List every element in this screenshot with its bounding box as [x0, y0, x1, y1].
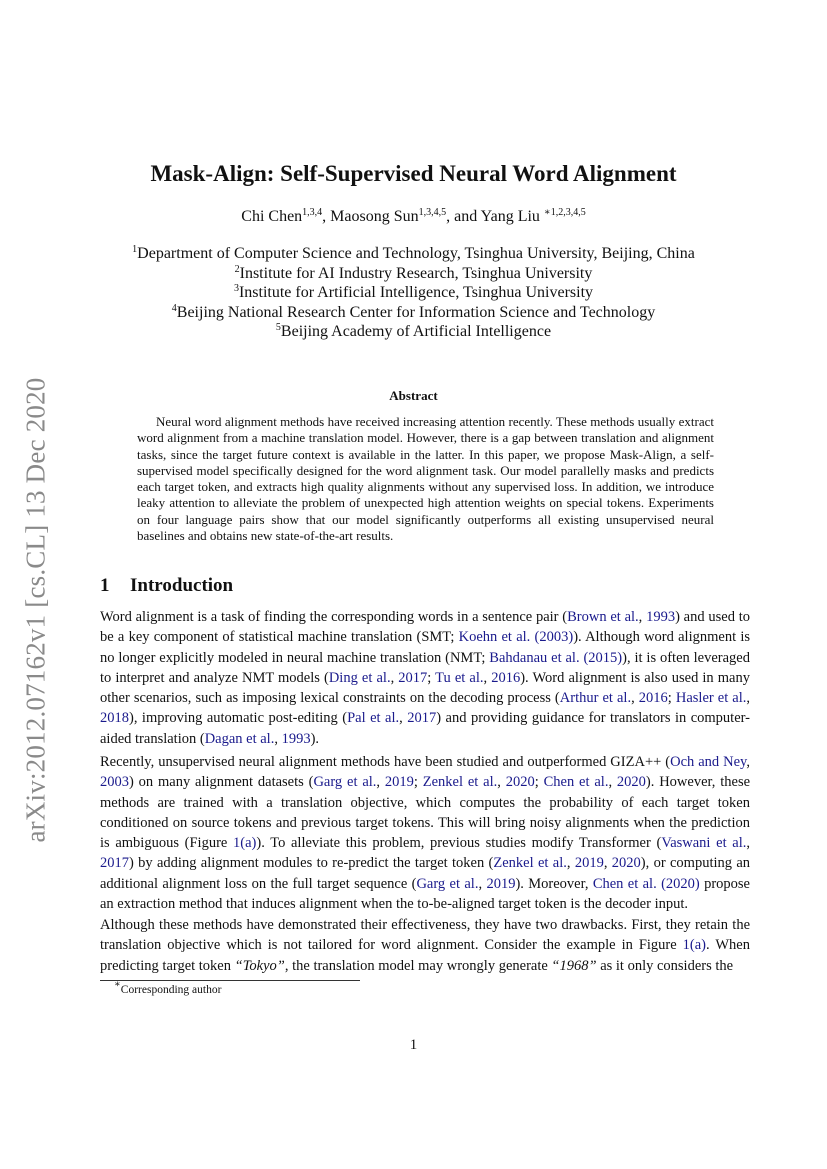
- citation-link[interactable]: Ding et al.: [328, 669, 391, 686]
- affiliation-sup: 2: [234, 263, 240, 275]
- citation-link[interactable]: (2003): [534, 629, 574, 646]
- abstract-body: Neural word alignment methods have received increasing attention recently. These methods usually extract word alignment from a machine translation model. However, there is a gap between translation and alignment tasks, since the target future context is available in the latter. In this paper, we propose Mask-Align, a self-supervised model specifically designed for the word alignment task. Our model parallelly masks and predicts each target token, and extracts high quality alignments without any supervised loss. In addition, we introduce leaky attention to alleviate the problem of unexpected high attention weights on special tokens. Experiments on four language pairs show that our model significantly outperforms all existing unsupervised neural baselines and obtains new state-of-the-art results.: [137, 414, 714, 544]
- citation-link[interactable]: Arthur et al.: [559, 690, 632, 707]
- citation-link[interactable]: Chen et al.: [592, 875, 657, 892]
- arxiv-stamp: [18, 360, 54, 860]
- affiliation-line: [0, 322, 827, 342]
- citation-link[interactable]: Bahdanau et al.: [489, 649, 580, 666]
- citation-link[interactable]: 2019: [384, 774, 414, 791]
- affiliation-line: [0, 283, 827, 303]
- page-number: 1: [409, 1037, 418, 1053]
- affiliations: [0, 244, 827, 342]
- paragraph: Word alignment is a task of finding the corresponding words in a sentence pair (Brown et al., 1993) and used to be a key component of statistical machine translation (SMT; Koehn et al. (2003)). Although word alignment is no longer explicitly modeled in neural machine translation (NMT; Bahdanau et al. (2015)), it is often leveraged to interpret and analyze NMT models (Ding et al., 2017; Tu et al., 2016). Word alignment is also used in many other scenarios, such as imposing lexical constraints on the decoding process (Arthur et al., 2016; Hasler et al., 2018), improving automatic post-editing (Pal et al., 2017) and providing guidance for translators in computer-aided translation (Dagan et al., 1993).: [100, 609, 751, 747]
- footnote-rule: [100, 980, 360, 981]
- citation-link[interactable]: 2016: [638, 690, 668, 707]
- paragraph: Although these methods have demonstrated their effectiveness, they have two drawbacks. First, they retain the translation objective which is not tailored for word alignment. Consider the example in Figure 1(a). When predicting target token “Tokyo”, the translation model may wrongly generate “1968” as it only considers the: [100, 917, 750, 974]
- citation-link[interactable]: 1(a): [233, 835, 257, 852]
- citation-link[interactable]: 1(a): [682, 937, 707, 954]
- citation-link[interactable]: (2015): [583, 649, 623, 666]
- affiliation-line: [0, 264, 827, 284]
- author-sup: 1,3,4: [302, 207, 323, 218]
- arxiv-stamp-text: arXiv:2012.07162v1 [cs.CL] 13 Dec 2020: [20, 377, 51, 843]
- citation-link[interactable]: 2019: [574, 855, 604, 872]
- section-number: 1: [100, 575, 110, 596]
- citation-link[interactable]: Tu et al.: [435, 669, 484, 686]
- affiliation-sup: 5: [275, 322, 281, 333]
- citation-link[interactable]: 2003: [100, 774, 129, 791]
- author-sup: ∗1,2,3,4,5: [543, 207, 586, 218]
- citation-link[interactable]: 2018: [100, 710, 129, 727]
- affiliation-text: Beijing National Research Center for Information Science and Technology: [176, 303, 656, 321]
- affiliation-text: Institute for AI Industry Research, Tsinghua University: [239, 264, 593, 282]
- section-title: Introduction: [130, 575, 234, 596]
- footnote: [114, 979, 222, 996]
- section-heading: [100, 575, 233, 597]
- italic-term: “Tokyo”: [234, 957, 285, 974]
- affiliation-sup: 3: [233, 283, 239, 294]
- paragraph: Recently, unsupervised neural alignment methods have been studied and outperformed GIZA++ (Och and Ney, 2003) on many alignment datasets (Garg et al., 2019; Zenkel et al., 2020; Chen et al., 2020). However, these methods are trained with a translation objective, which computes the probability of each target token conditioned on source tokens and previous target tokens. This will bring noisy alignments when the prediction is ambiguous (Figure 1(a)). To alleviate this problem, previous studies modify Transformer (Vaswani et al., 2017) by adding alignment modules to re-predict the target token (Zenkel et al., 2019, 2020), or computing an additional alignment loss on the full target sequence (Garg et al., 2019). Moreover, Chen et al. (2020) propose an extraction method that induces alignment when the to-be-aligned target token is the decoder input.: [100, 754, 751, 913]
- affiliation-line: [0, 244, 827, 264]
- affiliation-text: Department of Computer Science and Technology, Tsinghua University, Beijing, China: [137, 245, 695, 262]
- abstract-heading: Abstract: [389, 388, 438, 403]
- citation-link[interactable]: Chen et al.: [543, 774, 609, 791]
- author-name: Yang Liu: [480, 208, 540, 225]
- citation-link[interactable]: 2017: [407, 710, 437, 727]
- affiliation-sup: 4: [171, 302, 177, 314]
- citation-link[interactable]: (2020): [661, 875, 700, 892]
- footnote-mark: ∗: [114, 979, 121, 990]
- affiliation-text: Institute for Artificial Intelligence, Tsinghua University: [238, 284, 594, 301]
- footnote-text: Corresponding author: [120, 984, 222, 996]
- affiliation-text: Beijing Academy of Artificial Intelligence: [280, 323, 552, 340]
- citation-link[interactable]: 2020: [505, 774, 535, 791]
- citation-link[interactable]: Och and Ney: [670, 754, 747, 770]
- citation-link[interactable]: Hasler et al.: [675, 690, 747, 707]
- citation-link[interactable]: Koehn et al.: [458, 629, 531, 646]
- citation-link[interactable]: 2020: [611, 855, 641, 872]
- citation-link[interactable]: 2020: [616, 774, 646, 791]
- citation-link[interactable]: Pal et al.: [347, 710, 400, 727]
- author-separator: ,: [322, 208, 331, 225]
- citation-link[interactable]: Zenkel et al.: [493, 855, 567, 872]
- citation-link[interactable]: Garg et al.: [313, 774, 377, 791]
- author-separator: , and: [446, 208, 481, 225]
- citation-link[interactable]: Vaswani et al.: [661, 835, 747, 852]
- italic-term: “1968”: [551, 957, 597, 974]
- author-name: Maosong Sun: [330, 208, 419, 225]
- citation-link[interactable]: 2017: [398, 669, 428, 686]
- citation-link[interactable]: Brown et al.: [567, 609, 639, 625]
- citation-link[interactable]: Dagan et al.: [204, 730, 275, 747]
- affiliation-sup: 1: [132, 244, 138, 255]
- citation-link[interactable]: 1993: [646, 609, 676, 625]
- citation-link[interactable]: 2017: [100, 855, 129, 872]
- author-sup: 1,3,4,5: [418, 207, 447, 218]
- affiliation-line: [0, 303, 827, 323]
- citation-link[interactable]: Zenkel et al.: [422, 774, 498, 791]
- citation-link[interactable]: 1993: [281, 730, 311, 747]
- author-name: Chi Chen: [241, 208, 303, 225]
- citation-link[interactable]: 2016: [491, 669, 521, 686]
- citation-link[interactable]: 2019: [486, 875, 516, 892]
- citation-link[interactable]: Garg et al.: [416, 875, 479, 892]
- paper-title: Mask-Align: Self-Supervised Neural Word Alignment: [150, 161, 677, 186]
- author-line: [0, 208, 827, 226]
